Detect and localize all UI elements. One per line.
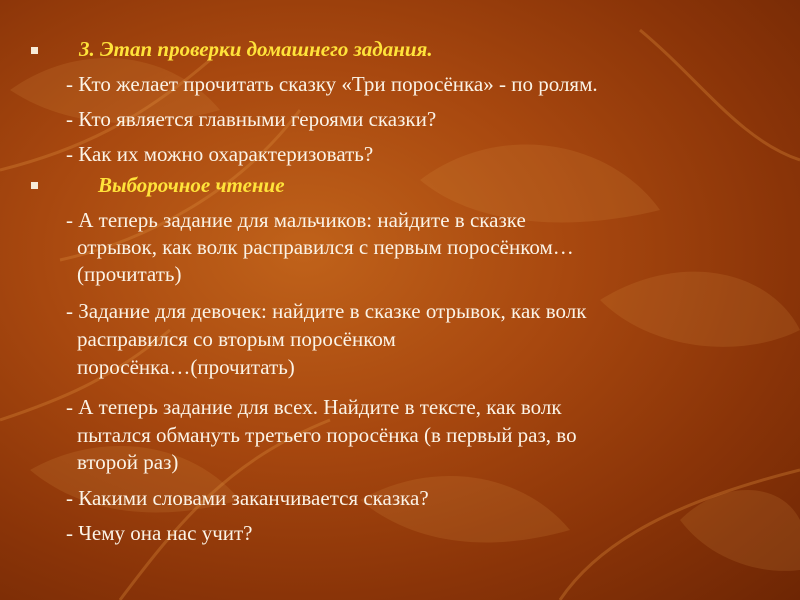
section-heading-homework-check: 3. Этап проверки домашнего задания. <box>79 37 433 61</box>
section-heading-selective-reading: Выборочное чтение <box>98 173 285 197</box>
task-boys-line: отрывок, как волк расправился с первым поросёнком… <box>77 235 574 259</box>
task-girls-line: - Задание для девочек: найдите в сказке отрывок, как волк <box>66 299 587 323</box>
task-boys-line: - А теперь задание для мальчиков: найдите в сказке <box>66 208 526 232</box>
task-girls-line: поросёнка…(прочитать) <box>77 355 295 379</box>
text-line: - Какими словами заканчивается сказка? <box>66 486 429 510</box>
text-line: - Кто желает прочитать сказку «Три поросёнка» - по ролям. <box>66 72 598 96</box>
task-girls-line: расправился со вторым поросёнком <box>77 327 396 351</box>
text-line: - Кто является главными героями сказки? <box>66 107 437 131</box>
task-all-line: второй раз) <box>77 450 179 474</box>
task-all-line: пытался обмануть третьего поросёнка (в первый раз, во <box>77 423 577 447</box>
bullet-icon <box>31 47 38 54</box>
bullet-icon <box>31 182 38 189</box>
text-line: - Чему она нас учит? <box>66 521 253 545</box>
task-all-line: - А теперь задание для всех. Найдите в тексте, как волк <box>66 395 562 419</box>
task-boys-line: (прочитать) <box>77 262 182 286</box>
text-line: - Как их можно охарактеризовать? <box>66 142 374 166</box>
